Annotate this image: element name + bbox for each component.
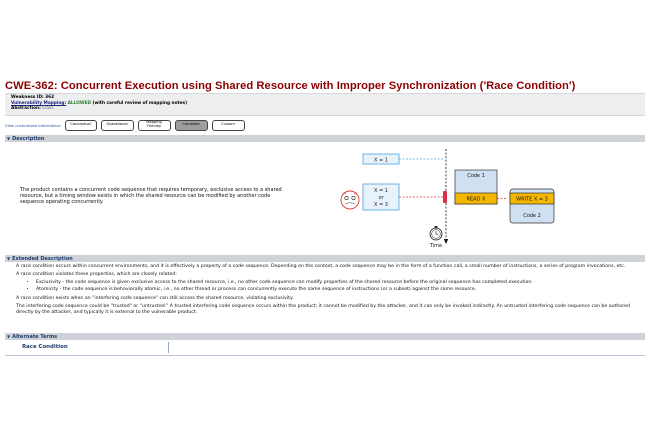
view-operational-button[interactable]: Operational (101, 120, 134, 131)
race-condition-diagram (330, 143, 560, 255)
extended-paragraph-1: A race condition occurs within concurrent environments, and it is effectively a property of a code sequence. Depending on the context, a code sequence may be in the form of a function call, a small number of instructions, a series of program invocations, etc. (16, 264, 626, 269)
x-uncertain-box (363, 184, 399, 210)
view-mapping-friendly-button[interactable]: Mapping Friendly (138, 120, 171, 131)
weakness-id-value: 362 (45, 95, 55, 100)
extended-description-section-header[interactable] (5, 255, 645, 262)
view-custom-button[interactable]: Custom (212, 120, 245, 131)
x1-label: X = 1 (374, 157, 388, 164)
abstraction-value: Class (42, 106, 54, 112)
properties-list (16, 280, 636, 293)
stopwatch-icon (430, 226, 442, 240)
list-item: • Atomicity - the code sequence is behaviorally atomic, i.e., no other thread or process can concurrently execute the same sequence of instructions (or a subset) against the same resource. (36, 287, 636, 293)
code2-block (510, 189, 554, 223)
extended-description-body (16, 264, 636, 318)
x1-box (363, 154, 399, 164)
extended-paragraph-2: A race condition violates these properties, which are closely related: (16, 272, 177, 278)
abstraction-row (11, 106, 645, 112)
race-window-marker (443, 191, 447, 203)
attacker-face-icon (341, 191, 359, 209)
alternate-terms-heading: Alternate Terms (12, 334, 58, 340)
view-complete-button[interactable]: Complete (175, 120, 208, 131)
collapse-triangle-icon: ▼ (7, 136, 11, 141)
description-heading: Description (12, 136, 45, 142)
weakness-id-label: Weakness ID: (11, 95, 44, 100)
code2-label: Code 2 (523, 213, 541, 219)
description-section-header[interactable] (5, 135, 645, 142)
collapse-triangle-icon: ▼ (7, 334, 11, 339)
time-label: Time (429, 243, 443, 249)
x-option-1: X = 1 (374, 188, 388, 194)
extended-description-heading: Extended Description (12, 256, 73, 262)
description-text: The product contains a concurrent code sequence that requires temporary, exclusive access to a shared resource, but a timing window exists in which the shared resource can be modified by another code sequence operating concurrently. (20, 187, 282, 206)
read-x-label: READ X (466, 196, 486, 203)
collapse-triangle-icon: ▼ (7, 256, 11, 261)
list-item: • Exclusivity - the code sequence is given exclusive access to the shared resource, i.e., no other code sequence can modify properties of the shared resource before the original sequence has completed execution. (36, 280, 636, 286)
vulnerability-mapping-value: ALLOWED (67, 100, 92, 106)
weakness-meta-panel (5, 93, 645, 116)
view-conceptual-button[interactable]: Conceptual (65, 120, 97, 131)
alternate-terms-row (5, 340, 645, 356)
x-option-2: X = 3 (374, 202, 388, 208)
code1-block (455, 170, 497, 204)
alternate-term: Race Condition (22, 344, 68, 350)
page-title: CWE-362: Concurrent Execution using Shared Resource with Improper Synchronization ('Race Condition') (5, 80, 576, 92)
alternate-terms-section-header[interactable] (5, 333, 645, 340)
column-divider (168, 342, 169, 353)
extended-paragraph-4: The interfering code sequence could be "trusted" or "untrusted." A trusted interfering code sequence occurs within the product; it cannot be modified by the attacker, and it can only be invoked indirectly. An untrusted interfering code sequence can be authored directly by the attacker, and typically it is external to the vulnerable product. (16, 304, 630, 315)
view-customization-bar (5, 118, 249, 132)
extended-paragraph-3: A race condition exists when an "interfering code sequence" can still access the shared resource, violating exclusivity. (16, 295, 294, 301)
code1-label: Code 1 (467, 173, 485, 179)
abstraction-label: Abstraction: (11, 106, 41, 112)
vulnerability-mapping-link[interactable]: Vulnerability Mapping: (11, 100, 67, 106)
vulnerability-mapping-note: (with careful review of mapping notes) (92, 100, 188, 106)
x-option-or: or (378, 195, 384, 201)
view-customization-label: View customized information: (5, 122, 62, 128)
write-x-label: WRITE X = 3 (516, 196, 548, 203)
